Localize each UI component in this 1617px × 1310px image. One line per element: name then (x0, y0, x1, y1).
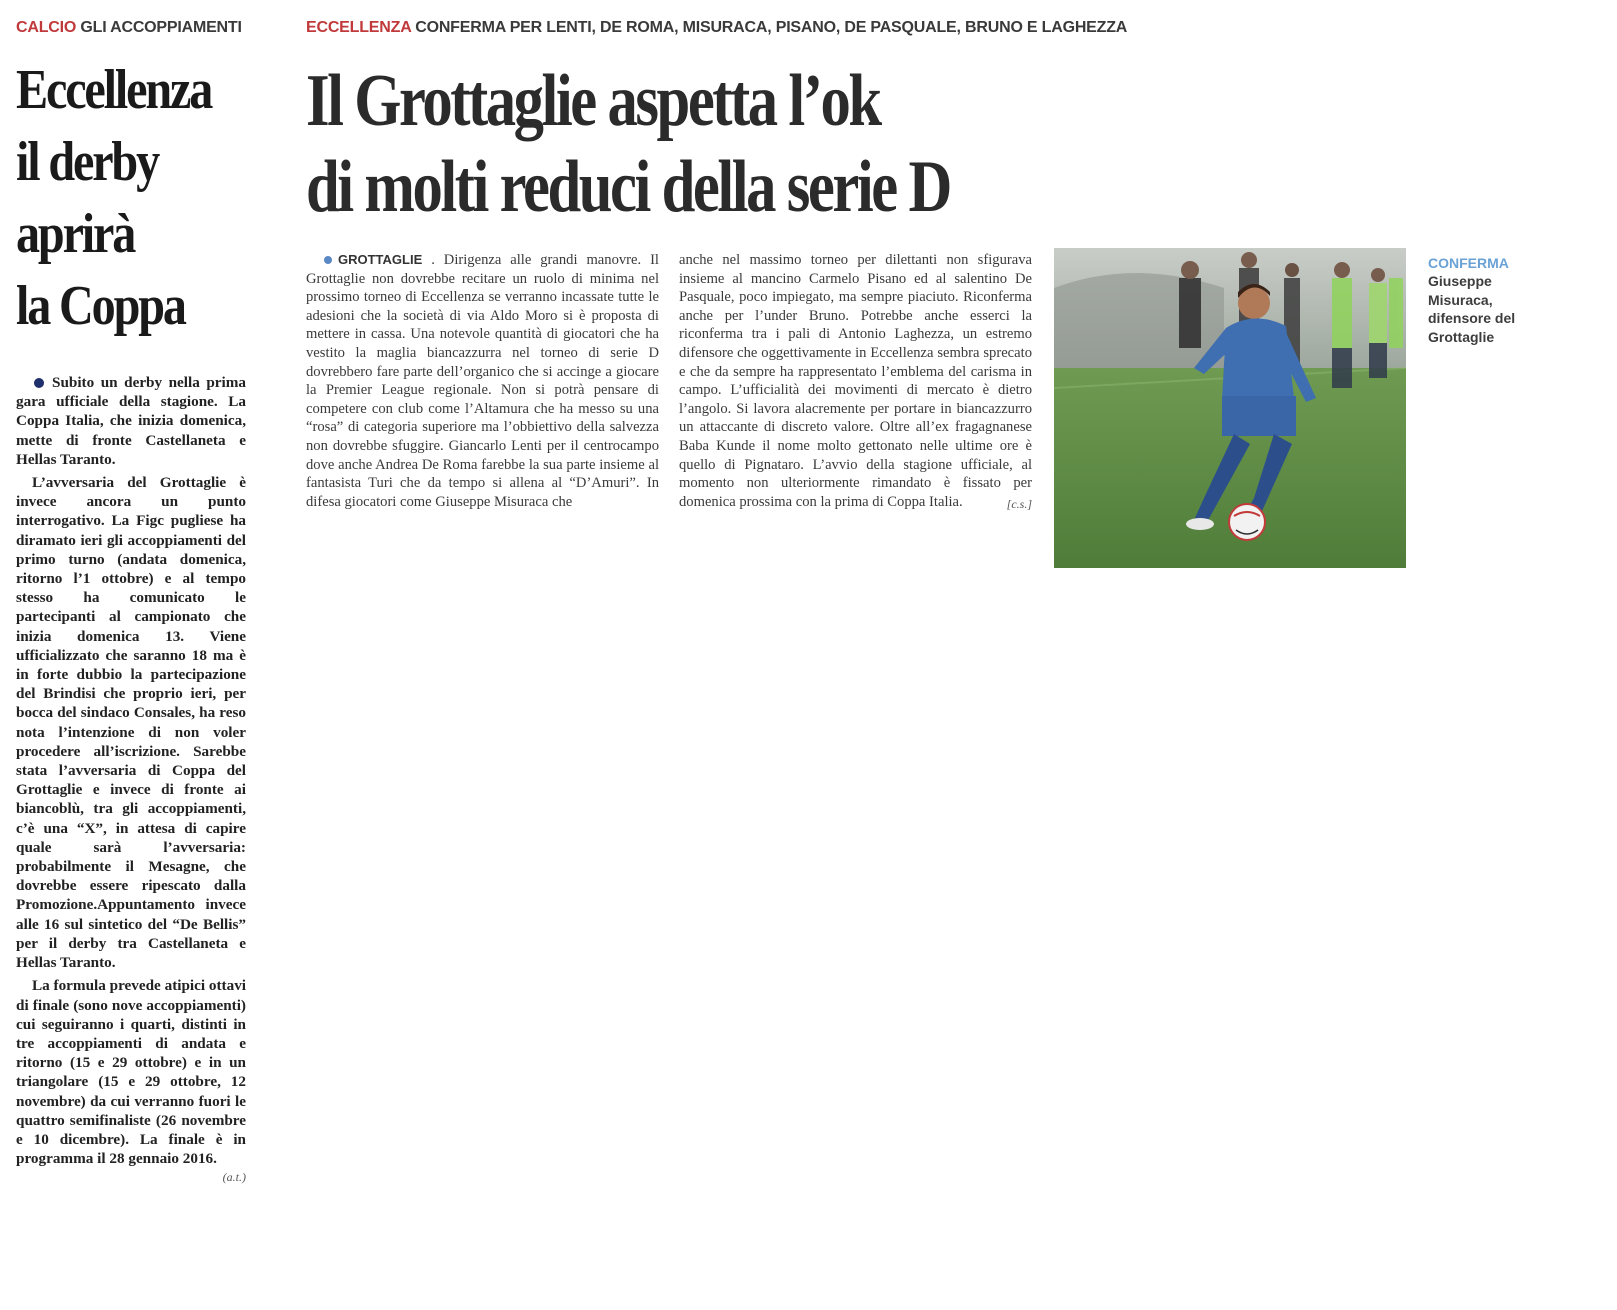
main-article-kicker (306, 18, 1128, 38)
headline-line: Eccellenza (16, 59, 212, 121)
player-photo-illustration (1054, 248, 1406, 568)
article-column-2 (679, 251, 1032, 513)
column-text: Dirigenza alle grandi manovre. Il Grottaglie non dovrebbe recitare un ruolo di minima nel prossimo torneo di Eccellenza se verranno incassate tutte le adesioni che la società di via Aldo Moro si è proposta di mettere in cassa. Una notevole quantità di giocatori che ha vestito la maglia biancazzurra nel torneo di serie D dovrebbero fare parte dell’organico che si accinge a giocare la Premier League regionale. Non si potrà pensare di competere con club come l’Altamura che ha messo su una “rosa” di categoria superiore ma l’obbiettivo della salvezza non dovrebbe sfuggire. Giancarlo Lenti per il centrocampo dove anche Andrea De Roma farebbe la sua parte insieme al fantasista Turi che da tempo si allena al “D’Amuri”. In difesa giocatori come Giuseppe Misuraca che (306, 252, 659, 510)
article-column-1: GROTTAGLIE . Dirigenza alle grandi manovre. Il Grottaglie non dovrebbe recitare un ruolo di minima nel prossimo torneo di Eccellenza se verranno incassate tutte le adesioni che la società di via Aldo Moro si è proposta di mettere in cassa. Una notevole quantità di giocatori che ha vestito la maglia biancazzurra nel torneo di serie D dovrebbero fare parte dell’organico che si accinge a giocare la Premier League regionale. Non si potrà pensare di competere con club come l’Altamura che ha messo su una “rosa” di categoria superiore ma l’obbiettivo della salvezza non dovrebbe sfuggire. Giancarlo Lenti per il centrocampo dove anche Andrea De Roma farebbe la sua parte insieme al fantasista Turi che da tempo si allena al “D’Amuri”. In difesa giocatori come Giuseppe Misuraca che (306, 252, 659, 510)
photo-caption (1428, 254, 1548, 346)
main-article (306, 18, 1128, 511)
main-article-headline (306, 58, 950, 230)
caption-text: Giuseppe Misuraca, difensore del Grottaglie (1428, 273, 1516, 345)
headline-line: Il Grottaglie aspetta l’ok (306, 60, 880, 142)
dateline: GROTTAGLIE (338, 252, 423, 267)
headline-line: il derby (16, 131, 159, 193)
player-photo (1054, 248, 1406, 568)
kicker-section: ECCELLENZA (306, 19, 411, 36)
headline-line: la Coppa (16, 275, 185, 337)
caption-label: CONFERMA (1428, 255, 1509, 271)
kicker-section: CALCIO (16, 19, 77, 36)
column-text: anche nel massimo torneo per dilettanti non sfigurava insieme al mancino Carmelo Pisano ed al salentino De Pasquale, poco impiegato, ma sempre piaciuto. Riconferma anche per l’under Bruno. Potrebbe anche esserci la riconferma tra i pali di Antonio Laghezza, un estremo difensore che oggettivamente in Eccellenza sembra sprecato e che da sempre ha rappresentato l’emblema del carisma in campo. L’ufficialità dei movimenti di mercato è dietro l’angolo. Si lavora alacremente per portare in biancazzurro un attaccante di discreto valore. Oltre all’ex fragagnanese Baba Kunde il nome molto gettonato nelle ultime ore è quello di Pignataro. L’avvio della stagione ufficiale, al momento non ulteriormente rimandato è fissato per domenica prossima con la prima di Coppa Italia. (679, 252, 1032, 510)
article-columns (306, 251, 1033, 513)
side-article-kicker (16, 18, 254, 38)
paragraph-text: Subito un derby nella prima gara ufficiale della stagione. La Coppa Italia, che inizia domenica, mette di fronte Castellaneta e Hellas Taranto. (16, 374, 246, 468)
bullet-icon (34, 378, 44, 388)
byline: (a.t.) (222, 1170, 246, 1185)
kicker-topic: CONFERMA PER LENTI, DE ROMA, MISURACA, PISANO, DE PASQUALE, BRUNO E LAGHEZZA (415, 19, 1128, 36)
paragraph: L’avversaria del Grottaglie è invece ancora un punto interrogativo. La Figc pugliese ha diramato ieri gli accoppiamenti del primo turno (andata domenica, ritorno l’1 ottobre) e al tempo stesso ha comunicato le partecipanti al campionato che inizia domenica 13. Viene ufficializzato che saranno 18 ma è in forte dubbio la partecipazione del Brindisi che proprio ieri, per bocca del sindaco Consales, ha reso nota l’intenzione di non voler procedere all’iscrizione. Sarebbe stata l’avversaria di Coppa del Grottaglie e invece di fronte ai biancoblù, tra gli accoppiamenti, c’è una “X”, in attesa di capire quale sarà l’avversaria: probabilmente il Mesagne, che dovrebbe essere ripescato dalla Promozione.Appuntamento invece alle 16 sul sintetico del “De Bellis” per il derby tra Castellaneta e Hellas Taranto. (16, 474, 246, 972)
dateline-dot-icon (324, 256, 332, 264)
paragraph-text: La formula prevede atipici ottavi di finale (sono nove accoppiamenti) cui seguiranno i quarti, distinti in tre accoppiamenti di andata e ritorno (15 e 29 ottobre) e in un triangolare (15 e 29 ottobre, 12 novembre) da cui verranno fuori le quattro semifinaliste (26 novembre e 10 dicembre). La finale è in programma il 28 gennaio 2016. (16, 977, 247, 1168)
side-article (16, 18, 254, 1185)
paragraph (16, 373, 246, 469)
paragraph (16, 976, 247, 1185)
signature: [c.s.] (1006, 496, 1032, 511)
side-article-body (16, 373, 246, 1188)
kicker-topic: GLI ACCOPPIAMENTI (80, 19, 242, 36)
headline-line: di molti reduci della serie D (306, 146, 950, 228)
headline-line: aprirà (16, 203, 135, 265)
side-article-headline (16, 54, 221, 342)
